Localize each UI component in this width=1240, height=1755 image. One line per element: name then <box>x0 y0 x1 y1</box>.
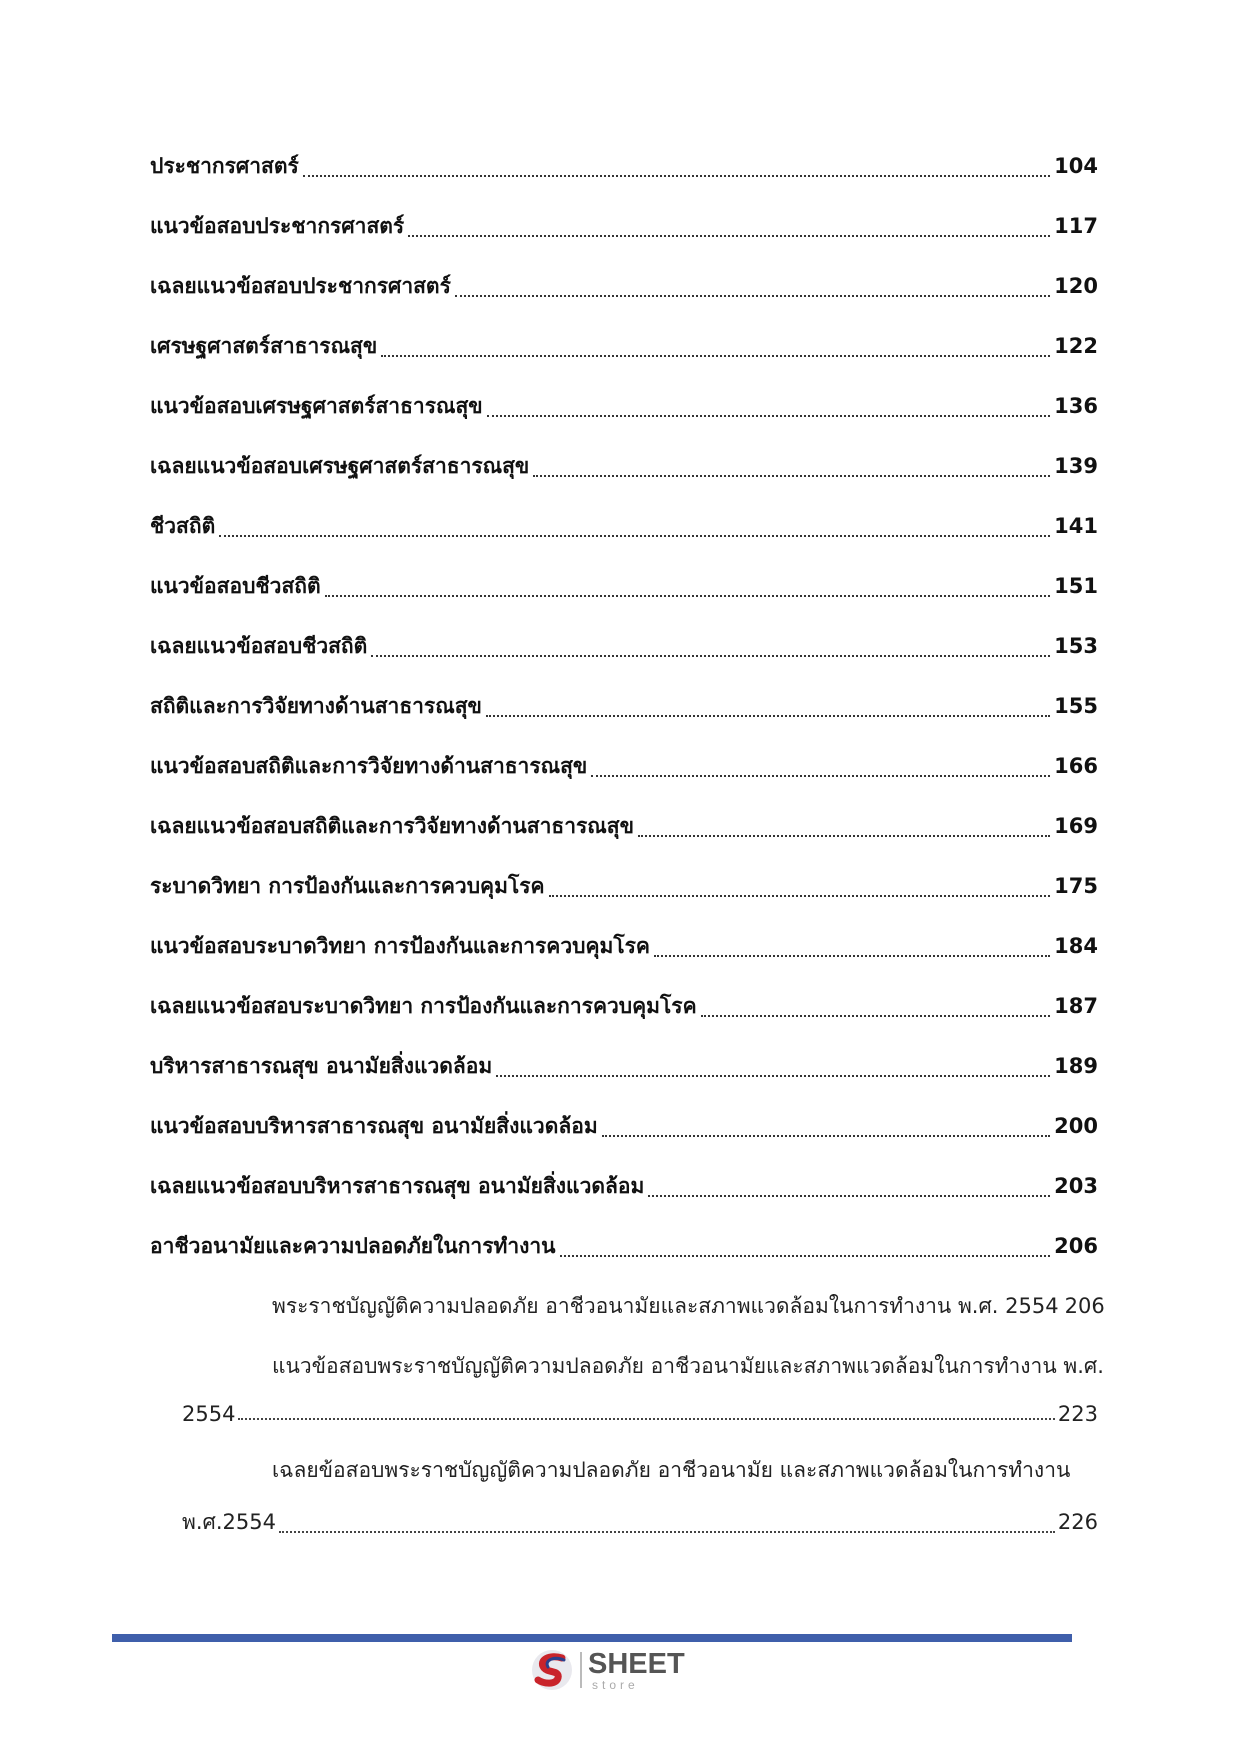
toc-sub-entry[interactable] <box>272 1290 1105 1323</box>
toc-entry-page: 200 <box>1054 1114 1098 1138</box>
toc-sub-entry[interactable] <box>182 1402 1098 1426</box>
toc-entry-page: 155 <box>1054 694 1098 718</box>
logo-text <box>588 1647 685 1692</box>
toc-sub-entry-line1[interactable]: เฉลยข้อสอบพระราชบัญญัติความปลอดภัย อาชีวอนามัย และสภาพแวดล้อมในการทำงาน <box>272 1458 1071 1482</box>
toc-entry-title: ชีวสถิติ <box>150 514 216 538</box>
toc-entry-page: 203 <box>1054 1174 1098 1198</box>
toc-entry[interactable] <box>150 1170 1098 1203</box>
toc-entry-title: บริหารสาธารณสุข อนามัยสิ่งแวดล้อม <box>150 1054 493 1078</box>
toc-entry-title: แนวข้อสอบชีวสถิติ <box>150 574 321 598</box>
dot-leader <box>648 1195 1050 1197</box>
toc-entry-title: แนวข้อสอบเศรษฐศาสตร์สาธารณสุข <box>150 394 483 418</box>
dot-leader <box>496 1075 1050 1077</box>
toc-sub-entry[interactable] <box>182 1506 1098 1539</box>
toc-sub-entry-line1[interactable]: แนวข้อสอบพระราชบัญญัติความปลอดภัย อาชีวอนามัยและสภาพแวดล้อมในการทำงาน พ.ศ. <box>272 1354 1104 1378</box>
toc-entry-page: 189 <box>1054 1054 1098 1078</box>
dot-leader <box>654 955 1050 957</box>
toc-sub-entry-line2: พ.ศ.2554 <box>182 1510 276 1534</box>
toc-entry-page: 104 <box>1054 154 1098 178</box>
toc-entry[interactable] <box>150 1110 1098 1143</box>
sheet-store-logo <box>528 1646 688 1694</box>
toc-entry-page: 120 <box>1054 274 1098 298</box>
toc-entry-page: 175 <box>1054 874 1098 898</box>
toc-entry-title: เฉลยแนวข้อสอบสถิติและการวิจัยทางด้านสาธารณสุข <box>150 814 634 838</box>
toc-entry[interactable] <box>150 870 1098 903</box>
logo-main-text: SHEET <box>588 1647 685 1680</box>
toc-entry-page: 187 <box>1054 994 1098 1018</box>
dot-leader <box>238 1418 1054 1420</box>
dot-leader <box>371 655 1050 657</box>
toc-entry[interactable] <box>150 330 1098 363</box>
toc-entry-page: 141 <box>1054 514 1098 538</box>
dot-leader <box>487 415 1051 417</box>
dot-leader <box>701 1015 1051 1017</box>
toc-entry-title: เฉลยแนวข้อสอบเศรษฐศาสตร์สาธารณสุข <box>150 454 530 478</box>
toc-entry[interactable] <box>150 930 1098 963</box>
s-logo-icon <box>528 1646 576 1694</box>
toc-entry-title: เฉลยแนวข้อสอบชีวสถิติ <box>150 634 368 658</box>
dot-leader <box>560 1255 1051 1257</box>
toc-entry-page: 184 <box>1054 934 1098 958</box>
toc-sub-entry-page: 206 <box>1064 1294 1105 1318</box>
toc-entry-page: 166 <box>1054 754 1098 778</box>
toc-entry[interactable] <box>150 810 1098 843</box>
toc-entry-title: เฉลยแนวข้อสอบประชากรศาสตร์ <box>150 274 451 298</box>
toc-entry-page: 206 <box>1054 1234 1098 1258</box>
toc-sub-entry-page: 223 <box>1057 1402 1098 1426</box>
toc-entry-title: ประชากรศาสตร์ <box>150 154 299 178</box>
toc-entry[interactable] <box>150 390 1098 423</box>
toc-entry-title: เฉลยแนวข้อสอบบริหารสาธารณสุข อนามัยสิ่งแวดล้อม <box>150 1174 645 1198</box>
dot-leader <box>219 535 1050 537</box>
toc-entry[interactable] <box>150 990 1098 1023</box>
toc-entry[interactable] <box>150 1230 1098 1263</box>
toc-entry-title: สถิติและการวิจัยทางด้านสาธารณสุข <box>150 694 482 718</box>
dot-leader <box>455 295 1050 297</box>
toc-sub-entry-page: 226 <box>1057 1510 1098 1534</box>
toc-entry-title: แนวข้อสอบบริหารสาธารณสุข อนามัยสิ่งแวดล้อม <box>150 1114 598 1138</box>
dot-leader <box>408 235 1050 237</box>
logo-separator <box>580 1652 582 1688</box>
dot-leader <box>279 1531 1055 1533</box>
toc-sub-entry-line2: 2554 <box>182 1402 236 1426</box>
toc-entry-title: อาชีวอนามัยและความปลอดภัยในการทำงาน <box>150 1234 556 1258</box>
toc-entry[interactable] <box>150 450 1098 483</box>
dot-leader <box>303 175 1050 177</box>
toc-entry[interactable] <box>150 510 1098 543</box>
toc-entry[interactable] <box>150 210 1098 243</box>
toc-entry-title: แนวข้อสอบประชากรศาสตร์ <box>150 214 405 238</box>
toc-entry-title: ระบาดวิทยา การป้องกันและการควบคุมโรค <box>150 874 545 898</box>
toc-entry-title: แนวข้อสอบสถิติและการวิจัยทางด้านสาธารณสุข <box>150 754 588 778</box>
toc-entry[interactable] <box>150 1050 1098 1083</box>
toc-entry[interactable] <box>150 690 1098 723</box>
toc-entry[interactable] <box>150 570 1098 603</box>
dot-leader <box>325 595 1051 597</box>
logo-sub-text: store <box>592 1677 639 1692</box>
toc-entry-title: เศรษฐศาสตร์สาธารณสุข <box>150 334 378 358</box>
dot-leader <box>381 355 1050 357</box>
toc-entry[interactable] <box>150 750 1098 783</box>
toc-entry[interactable] <box>150 630 1098 663</box>
toc-sub-entry-title: พระราชบัญญัติความปลอดภัย อาชีวอนามัยและสภาพแวดล้อมในการทำงาน พ.ศ. 2554 <box>272 1294 1059 1318</box>
toc-entry[interactable] <box>150 150 1098 183</box>
toc-entry-page: 139 <box>1054 454 1098 478</box>
toc-entry-page: 117 <box>1054 214 1098 238</box>
toc-entry-page: 136 <box>1054 394 1098 418</box>
toc-entry-page: 151 <box>1054 574 1098 598</box>
toc-entry-title: เฉลยแนวข้อสอบระบาดวิทยา การป้องกันและการควบคุมโรค <box>150 994 697 1018</box>
toc-entry-page: 122 <box>1054 334 1098 358</box>
toc-entry-title: แนวข้อสอบระบาดวิทยา การป้องกันและการควบคุมโรค <box>150 934 650 958</box>
toc-entry[interactable] <box>150 270 1098 303</box>
dot-leader <box>533 475 1050 477</box>
dot-leader <box>549 895 1051 897</box>
footer-bar <box>112 1634 1072 1642</box>
dot-leader <box>591 775 1050 777</box>
toc-entry-page: 153 <box>1054 634 1098 658</box>
dot-leader <box>602 1135 1050 1137</box>
toc-entry-page: 169 <box>1054 814 1098 838</box>
dot-leader <box>638 835 1050 837</box>
dot-leader <box>486 715 1050 717</box>
